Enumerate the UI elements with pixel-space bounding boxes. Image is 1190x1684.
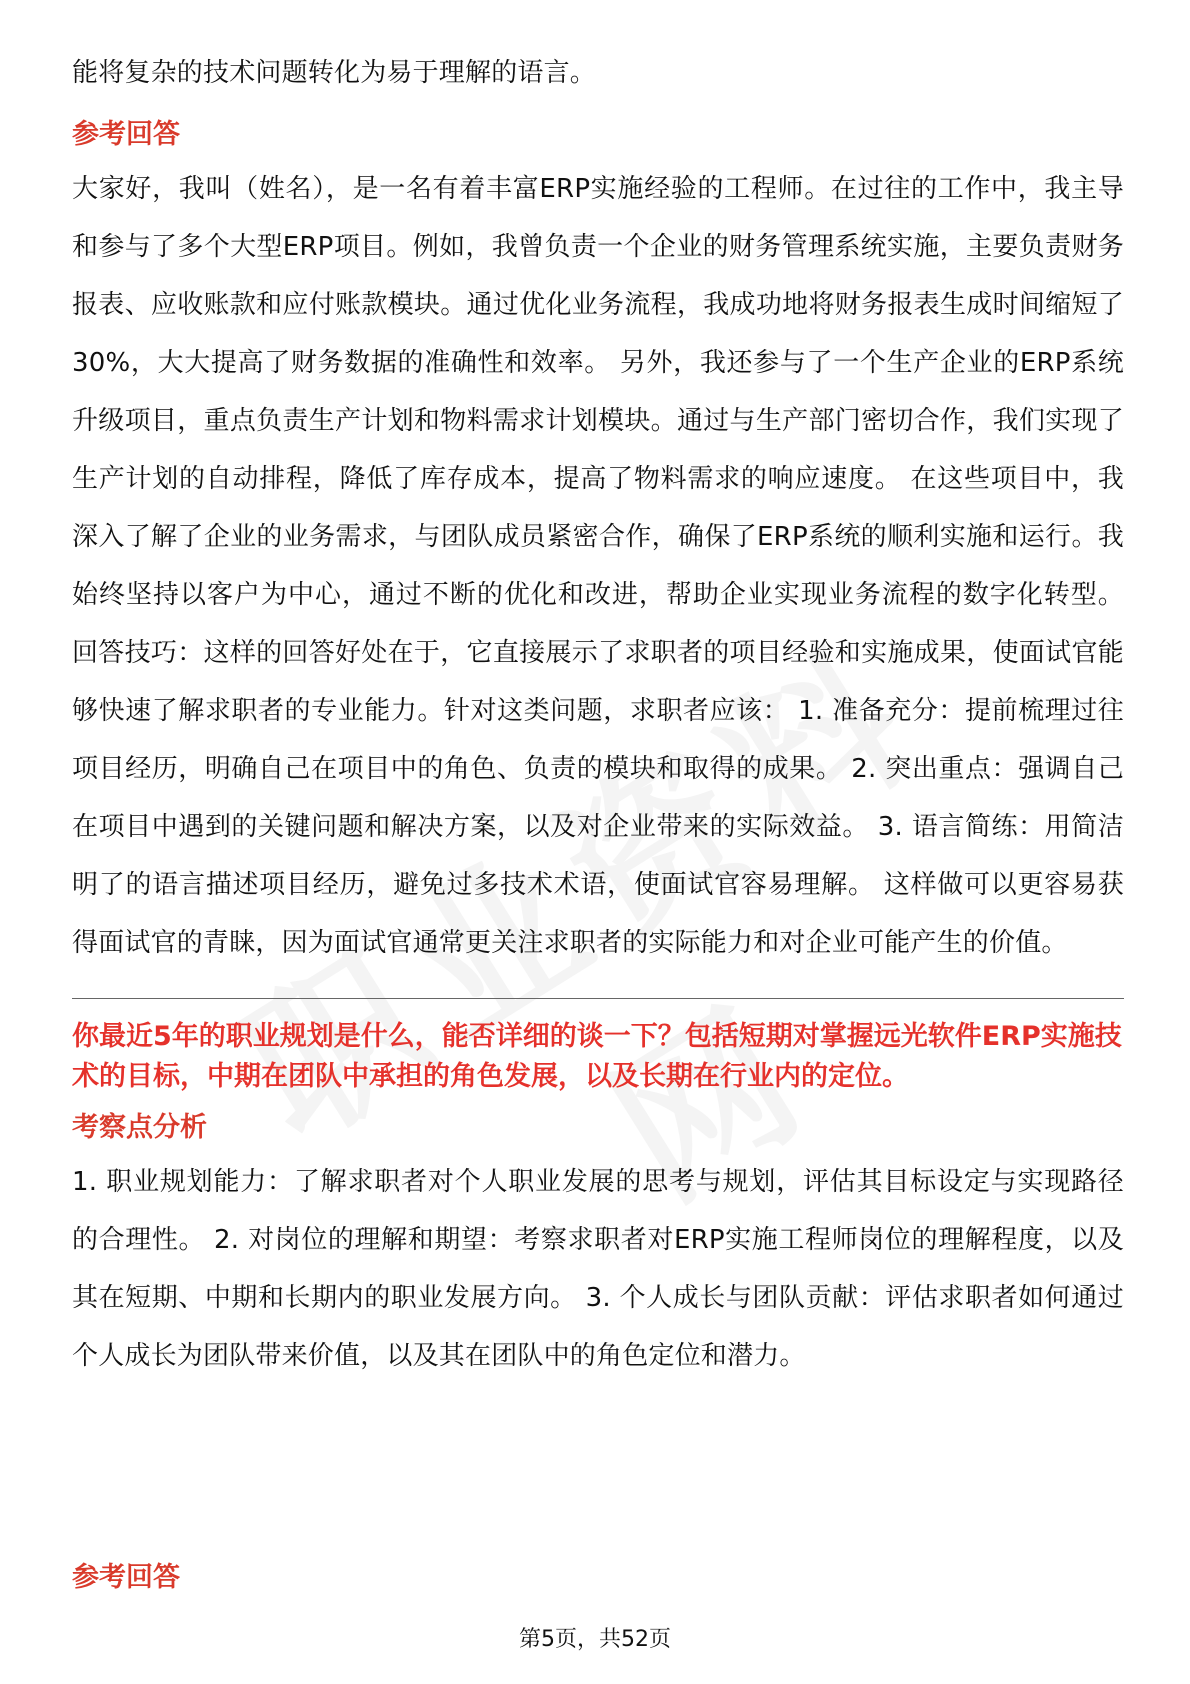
answer-paragraph: 大家好，我叫（姓名），是一名有着丰富ERP实施经验的工程师。在过往的工作中，我主导和参与了多个大型ERP项目。例如，我曾负责一个企业的财务管理系统实施，主要负责财务报表、应收账款和应付账款模块。通过优化业务流程，我成功地将财务报表生成时间缩短了30%，大大提高了财务数据的准确性和效率。 另外，我还参与了一个生产企业的ERP系统升级项目，重点负责生产计划和物料需求计划模块。通过与生产部门密切合作，我们实现了生产计划的自动排程，降低了库存成本，提高了物料需求的响应速度。 在这些项目中，我深入了解了企业的业务需求，与团队成员紧密合作，确保了ERP系统的顺利实施和运行。我始终坚持以客户为中心，通过不断的优化和改进，帮助企业实现业务流程的数字化转型。 回答技巧：这样的回答好处在于，它直接展示了求职者的项目经验和实施成果，使面试官能够快速了解求职者的专业能力。针对这类问题，求职者应该： 1. 准备充分：提前梳理过往项目经历，明确自己在项目中的角色、负责的模块和取得的成果。 2. 突出重点：强调自己在项目中遇到的关键问题和解决方案，以及对企业带来的实际效益。 3. 语言简练：用简洁明了的语言描述项目经历，避免过多技术术语，使面试官容易理解。 这样做可以更容易获得面试官的青睐，因为面试官通常更关注求职者的实际能力和对企业可能产生的价值。 <box>72 174 1124 958</box>
analysis-paragraph: 1. 职业规划能力：了解求职者对个人职业发展的思考与规划，评估其目标设定与实现路径的合理性。 2. 对岗位的理解和期望：考察求职者对ERP实施工程师岗位的理解程度，以及其在短期、中期和长期内的职业发展方向。 3. 个人成长与团队贡献：评估求职者如何通过个人成长为团队带来价值，以及其在团队中的角色定位和潜力。 <box>72 1167 1124 1371</box>
section-divider <box>72 998 1124 999</box>
page-footer: 第5页，共52页 <box>519 1627 671 1652</box>
intro-tail-paragraph: 能将复杂的技术问题转化为易于理解的语言。 <box>72 58 597 88</box>
answer-label-2: 参考回答 <box>72 1562 180 1593</box>
analysis-label: 考察点分析 <box>72 1112 207 1143</box>
answer-label: 参考回答 <box>72 119 180 150</box>
question-heading: 你最近5年的职业规划是什么，能否详细的谈一下？包括短期对掌握远光软件ERP实施技术的目标，中期在团队中承担的角色发展，以及长期在行业内的定位。 <box>72 1021 1122 1092</box>
page-content <box>72 44 1124 1385</box>
